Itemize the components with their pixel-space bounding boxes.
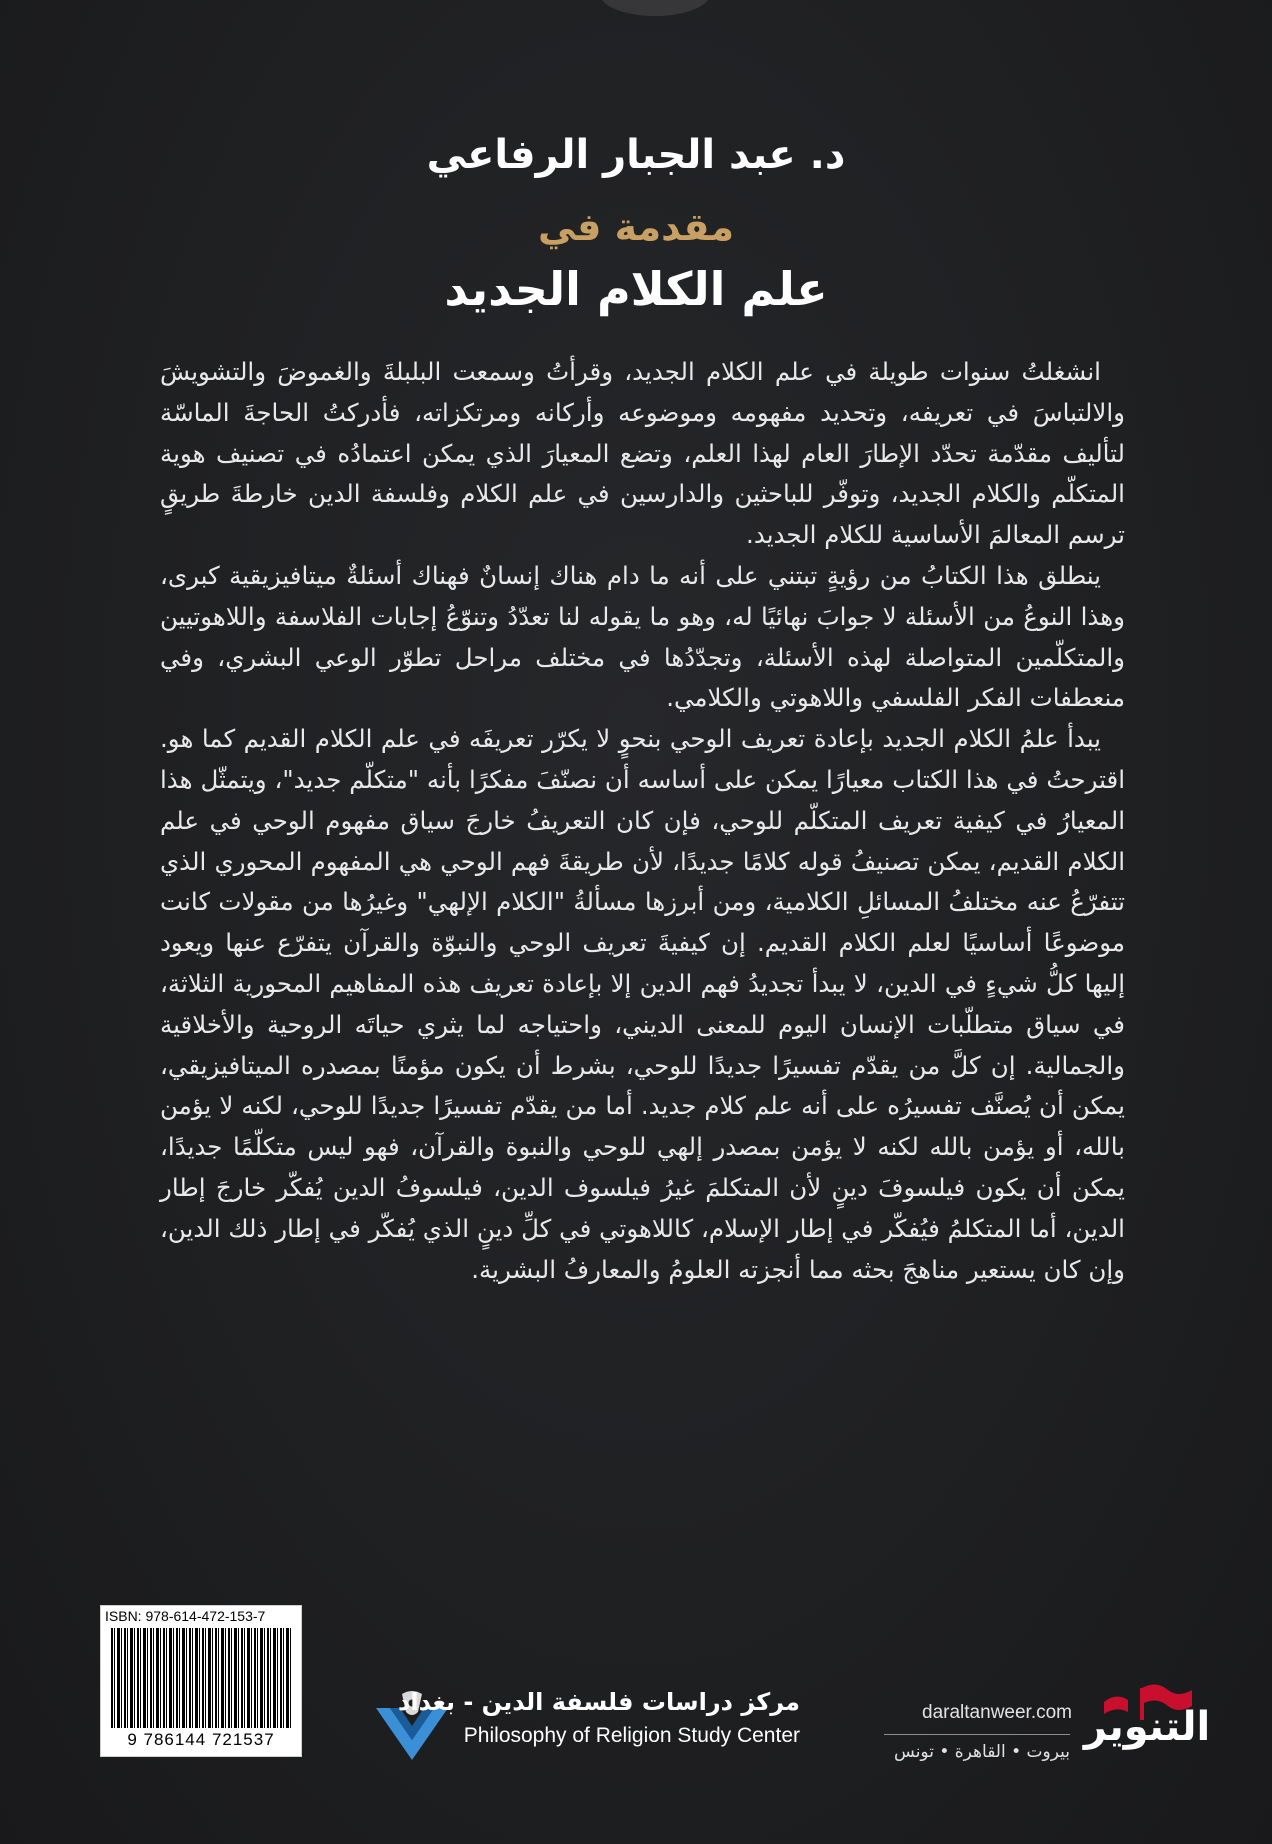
barcode-bars <box>111 1628 291 1728</box>
blurb-paragraph-2: ينطلق هذا الكتابُ من رؤيةٍ تبتني على أنه ما دام هناك إنسانٌ فهناك أسئلةٌ ميتافيزيقية كبرى، وهذا النوعُ من الأسئلة لا جوابَ نهائيًا له، وهو ما يقوله لنا تعدّدُ وتنوّعُ إجابات الفلاسفة واللاهوتيين والمتكلّمين المتواصلة لهذه الأسئلة، وتجدّدُها في مختلف مراحل تطوّر الوعي البشري، وفي منعطفات الفكر الفلسفي واللاهوتي والكلامي. <box>160 560 1125 713</box>
publisher-divider <box>884 1734 1070 1735</box>
isbn-label: ISBN: 978-614-472-153-7 <box>105 1608 266 1624</box>
publisher-logo <box>1082 1682 1212 1768</box>
blurb-text <box>160 352 1125 1290</box>
blurb-paragraph-3: يبدأ علمُ الكلام الجديد بإعادة تعريف الوحي بنحوٍ لا يكرّر تعريفَه في علم الكلام القديم كما هو. اقترحتُ في هذا الكتاب معيارًا يمكن على أساسه أن نصنّفَ مفكرًا بأنه "متكلّم جديد"، ويتمثّل هذا المعيارُ في كيفية تعريف المتكلّم للوحي، فإن كان التعريفُ خارجَ سياق مفهوم الوحي في علم الكلام القديم، يمكن تصنيفُ قوله كلامًا جديدًا، لأن طريقةَ فهم الوحي هي المفهوم المحوري الذي تتفرّعُ عنه مختلفُ المسائلِ الكلامية، ومن أبرزها مسألةُ "الكلام الإلهي" وغيرُها من مقولات كانت موضوعًا أساسيًا لعلم الكلام القديم. إن كيفيةَ تعريف الوحي والنبوّة والقرآن يتفرّع عنها ويعود إليها كلُّ شيءٍ في الدين، لا يبدأ تجديدُ فهم الدين إلا بإعادة تعريف هذه المفاهيم المحورية الثلاثة، في سياق متطلّبات الإنسان اليوم للمعنى الديني، واحتياجه لما يثري حياتَه الروحية والأخلاقية والجمالية. إن كلَّ من يقدّم تفسيرًا جديدًا للوحي، بشرط أن يكون مؤمنًا بمصدره الميتافيزيقي، يمكن أن يُصنَّف تفسيرُه على أنه علم كلام جديد. أما من يقدّم تفسيرًا جديدًا للوحي، لكنه لا يؤمن بالله، أو يؤمن بالله لكنه لا يؤمن بمصدر إلهي للوحي والنبوة والقرآن، فهو ليس متكلّمًا جديدًا، يمكن أن يكون فيلسوفَ دينٍ لأن المتكلمَ غيرُ فيلسوف الدين، فيلسوفُ الدين يُفكّر خارجَ إطار الدين، أما المتكلمُ فيُفكّر في إطار الإسلام، كاللاهوتي في كلِّ دينٍ الذي يُفكّر في إطار ذلك الدين، وإن كان يستعير مناهجَ بحثه مما أنجزته العلومُ والمعارفُ البشرية. <box>160 724 1125 1284</box>
book-title-line-1: مقدمة في <box>538 205 734 249</box>
top-edge-mark <box>600 0 710 16</box>
center-name-english: Philosophy of Religion Study Center <box>463 1724 800 1747</box>
book-title-line-2: علم الكلام الجديد <box>444 262 828 316</box>
author-name: د. عبد الجبار الرفاعي <box>426 132 846 178</box>
publisher-cities: بيروت • القاهرة • تونس <box>894 1742 1070 1762</box>
barcode-digits: 9 786144 721537 <box>127 1730 275 1749</box>
publisher-website: daraltanweer.com <box>922 1702 1072 1723</box>
blurb-paragraph-1: انشغلتُ سنوات طويلة في علم الكلام الجديد، وقرأتُ وسمعت البلبلةَ والغموضَ والتشويشَ والالتباسَ في تعريفه، وتحديد مفهومه وموضوعه وأركانه ومرتكزاته، فأدركتُ الحاجةَ الماسّة لتأليف مقدّمة تحدّد الإطارَ العام لهذا العلم، وتضع المعيارَ الذي يمكن اعتمادُه في تصنيف هوية المتكلّم والكلام الجديد، وتوفّر للباحثين والدارسين في علم الكلام وفلسفة الدين خارطةَ طريقٍ ترسم المعالمَ الأساسية للكلام الجديد. <box>160 357 1125 550</box>
center-name-arabic: مركز دراسات فلسفة الدين - بغداد <box>398 1688 800 1716</box>
publisher-name: التنوير <box>1083 1704 1211 1750</box>
isbn-barcode <box>100 1605 302 1757</box>
